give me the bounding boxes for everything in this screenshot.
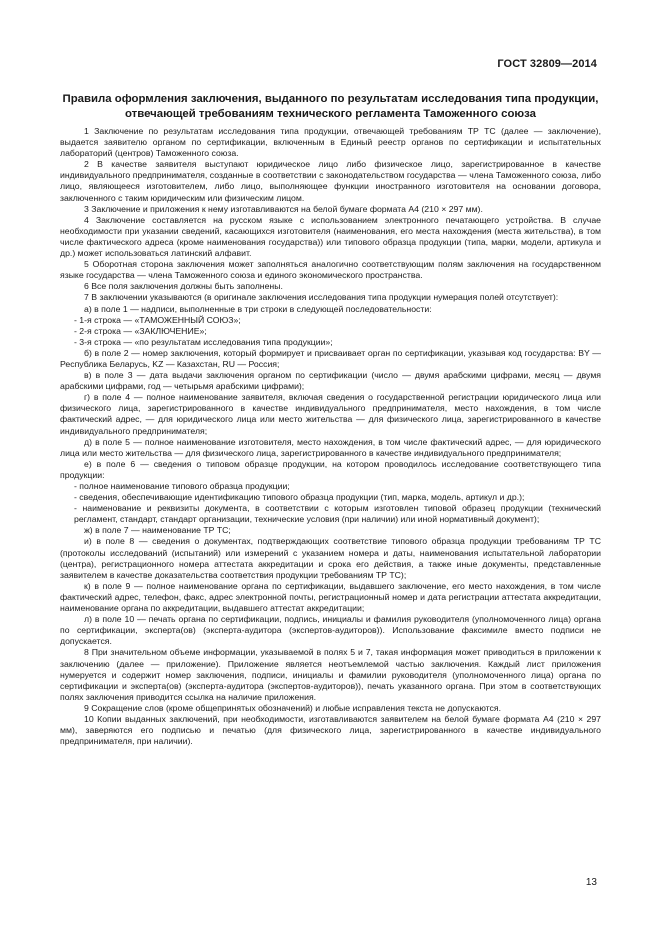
paragraph-2: 2 В качестве заявителя выступают юридическое лицо либо физическое лицо, зарегистрированное в качестве индивидуального предпринимателя, созданные в соответствии с законодательством государства — члена Таможенного союза, либо лицо, являющееся изготовителем, либо лицо, выполняющее функции иностранного изготовителя на основании договора, заключенного с таким юридическим или физическим лицом.	[60, 159, 601, 203]
paragraph-10: 10 Копии выданных заключений, при необходимости, изготавливаются заявителем на белой бумаге формата А4 (210 × 297 мм), заверяются его подписью и печатью (для физического лица, зарегистрированного в качестве индивидуального предпринимателя, при наличии).	[60, 713, 601, 747]
paragraph-4: 4 Заключение составляется на русском языке с использованием электронного печатающего устройства. В случае необходимости при указании сведений, касающихся изготовителя (наименования, его места нахождения (места жительства), в том числе фактического адреса (кроме наименования государства)) или типового образца продукции (типа, марки, модели, артикула и др.) может использоваться латинский алфавит.	[60, 214, 601, 259]
standard-code: ГОСТ 32809—2014	[497, 58, 597, 70]
item-d: д) в поле 5 — полное наименование изготовителя, место нахождения, в том числе фактический адрес, — для юридического лица или место жительства — для физического лица, зарегистрированного в качестве индивидуального предпринимателя;	[60, 436, 601, 458]
item-a: а) в поле 1 — надписи, выполненные в три строки в следующей последовательности:	[84, 303, 432, 314]
item-a-line-1: - 1-я строка — «ТАМОЖЕННЫЙ СОЮЗ»;	[74, 314, 241, 325]
document-body	[60, 126, 601, 747]
item-l: л) в поле 10 — печать органа по сертификации, подпись, инициалы и фамилия руководителя (уполномоченного лица) органа по сертификации, эксперта(ов) (эксперта-аудитора (экспертов-аудиторов)). Использование факсимиле вместо подписи не допускается.	[60, 614, 601, 647]
paragraph-9: 9 Сокращение слов (кроме общепринятых обозначений) и любые исправления текста не допускаются.	[84, 702, 502, 713]
item-a-line-3: - 3-я строка — «по результатам исследования типа продукции»;	[74, 336, 333, 347]
item-e: е) в поле 6 — сведения о типовом образце продукции, на котором проводилось исследование соответствующего типа продукции:	[60, 458, 601, 480]
item-e-sub-3: - наименование и реквизиты документа, в соответствии с которым изготовлен типовой образец продукции (технический регламент, стандарт, стандарт организации, технические условия (при наличии) или иной нормативный документ);	[74, 503, 601, 525]
title-line-1: Правила оформления заключения, выданного по результатам исследования типа продукции,	[62, 93, 599, 105]
item-e-sub-2: - сведения, обеспечивающие идентификацию типового образца продукции (тип, марка, модель, артикул и др.);	[74, 492, 525, 503]
paragraph-5: 5 Оборотная сторона заключения может заполняться аналогично соответствующим полям заключения на государственном языке государства — члена Таможенного союза и единого экономического пространства.	[60, 259, 601, 281]
item-a-line-2: - 2-я строка — «ЗАКЛЮЧЕНИЕ»;	[74, 325, 207, 336]
title-line-2: отвечающей требованиям технического регламента Таможенного союза	[124, 108, 536, 120]
item-v: в) в поле 3 — дата выдачи заключения органом по сертификации (число — двумя арабскими цифрами, месяц — двумя арабскими цифрами, год — четырьмя арабскими цифрами);	[60, 370, 601, 392]
paragraph-8: 8 При значительном объеме информации, указываемой в полях 5 и 7, такая информация может приводиться в приложении к заключению (далее — приложение). Приложение является неотъемлемой частью заключения. Каждый лист приложения нумеруется и содержит номер заключения, подписи, инициалы и фамилии руководителя (уполномоченного лица) органа по сертификации и эксперта(ов) (эксперта-аудитора (экспертов-аудиторов)), печать указанного органа. При этом в соответствующих полях заключения приводится ссылка на наличие приложения.	[60, 647, 601, 702]
paragraph-3: 3 Заключение и приложения к нему изготавливаются на белой бумаге формата А4 (210 × 297 мм).	[84, 203, 483, 214]
paragraph-1: 1 Заключение по результатам исследования типа продукции, отвечающей требованиям ТР ТС (далее — заключение), выдается заявителю органом по сертификации, включенным в Единый реестр органов по сертификации и испытательных лабораторий (центров) Таможенного союза.	[60, 126, 601, 159]
page-number: 13	[585, 877, 597, 888]
item-zh: ж) в поле 7 — наименование ТР ТС;	[84, 525, 231, 536]
item-e-sub-1: - полное наименование типового образца продукции;	[74, 481, 290, 491]
document-title	[60, 92, 601, 122]
item-b: б) в поле 2 — номер заключения, который формирует и присваивает орган по сертификации, указывая код государства: BY — Республика Беларусь, KZ — Казахстан, RU — Россия;	[60, 347, 601, 369]
paragraph-7: 7 В заключении указываются (в оригинале заключения исследования типа продукции нумерация полей отсутствует):	[84, 292, 559, 303]
item-i: и) в поле 8 — сведения о документах, подтверждающих соответствие типового образца продукции требованиям ТР ТС (протоколы исследований (испытаний) или измерений с указанием номера и даты, наименования испытательной лаборатории (центра), регистрационного номера аттестата аккредитации и срока его действия, а также иные документы, представленные заявителем в качестве доказательства соответствия продукции требованиям ТР ТС);	[60, 536, 601, 580]
item-k: к) в поле 9 — полное наименование органа по сертификации, выдавшего заключение, его место нахождения, в том числе фактический адрес, телефон, факс, адрес электронной почты, регистрационный номер и дата регистрации аттестата аккредитации, наименование органа по аккредитации, выдавшего аттестат аккредитации;	[60, 580, 601, 614]
item-g: г) в поле 4 — полное наименование заявителя, включая сведения о государственной регистрации юридического лица или физического лица, зарегистрированного в качестве индивидуального предпринимателя, место нахождения, в том числе фактический адрес, — для юридического лица или место жительства — для физического лица, зарегистрированного в качестве индивидуального предпринимателя;	[60, 392, 601, 436]
paragraph-6: 6 Все поля заключения должны быть заполнены.	[84, 281, 283, 292]
